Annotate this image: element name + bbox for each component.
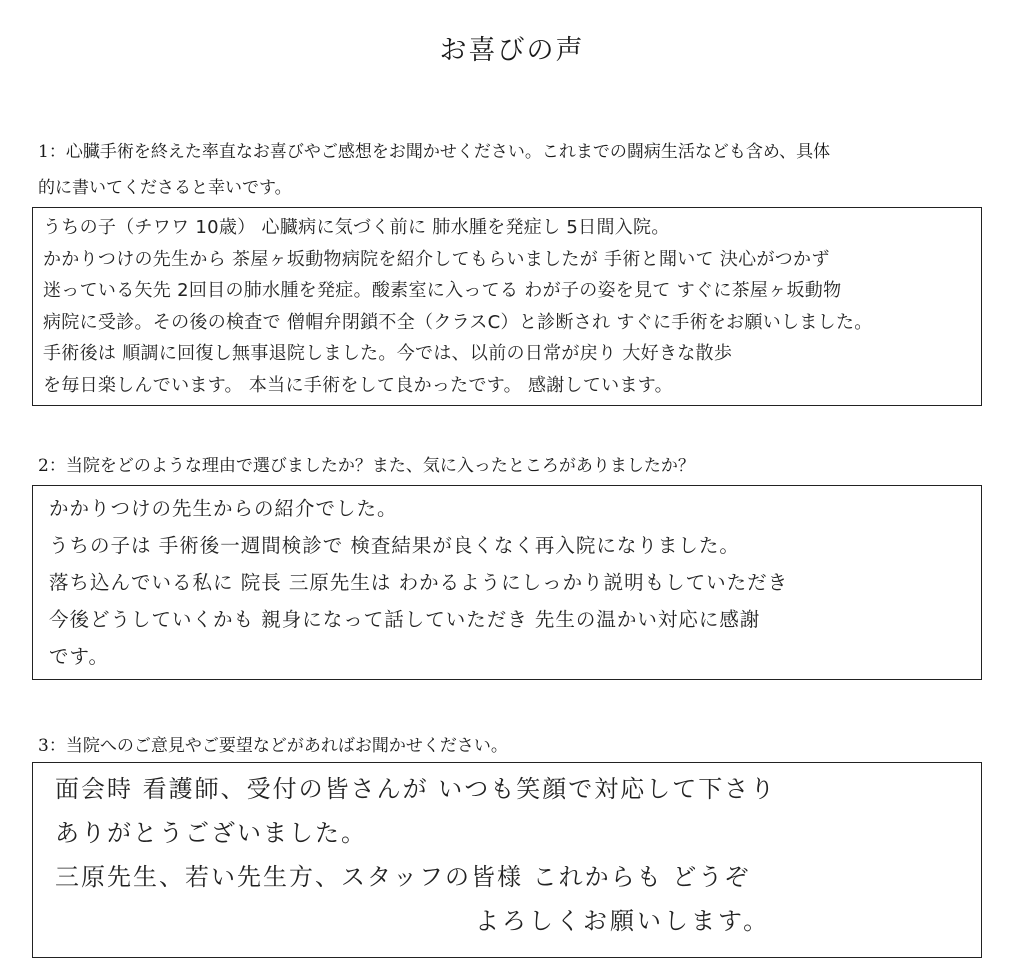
question-1-line-1: 1：心臓手術を終えた率直なお喜びやご感想をお聞かせください。これまでの闘病生活なども含め、具体	[38, 142, 831, 162]
question-1	[38, 134, 998, 206]
answer-2-line: 今後どうしていくかも 親身になって話していただき 先生の温かい対応に感謝	[49, 608, 761, 631]
answer-1-line: 病院に受診。その後の検査で 僧帽弁閉鎖不全（クラスC）と診断され すぐに手術をお願いしました。	[43, 311, 873, 333]
answer-3-line: 三原先生、若い先生方、スタッフの皆様 これからも どうぞ	[55, 863, 751, 891]
answer-2-box	[32, 485, 982, 680]
answer-1-line: 迷っている矢先 2回目の肺水腫を発症。酸素室に入ってる わが子の姿を見て すぐに茶屋ヶ坂動物	[43, 280, 842, 301]
answer-2-line: 落ち込んでいる私に 院長 三原先生は わかるようにしっかり説明もしていただき	[49, 571, 789, 594]
answer-2-line: かかりつけの先生からの紹介でした。	[49, 497, 398, 520]
answer-2-line: です。	[49, 645, 109, 668]
answer-1-line: うちの子（チワワ 10歳） 心臓病に気づく前に 肺水腫を発症し 5日間入院。	[43, 217, 670, 238]
page-title: お喜びの声	[439, 35, 585, 66]
question-3: 3：当院へのご意見やご要望などがあればお聞かせください。	[38, 736, 508, 756]
answer-3-box	[32, 762, 982, 958]
question-2: 2：当院をどのような理由で選びましたか？また、気に入ったところがありましたか？	[38, 456, 695, 476]
answer-1-line: を毎日楽しんでいます。 本当に手術をして良かったです。 感謝しています。	[43, 374, 673, 396]
answer-2-line: うちの子は 手術後一週間検診で 検査結果が良くなく再入院になりました。	[49, 534, 740, 557]
answer-3-closing: よろしくお願いします。	[475, 907, 771, 935]
answer-1-box	[32, 207, 982, 406]
question-1-line-2: 的に書いてくださると幸いです。	[38, 178, 292, 198]
answer-1-line: かかりつけの先生から 茶屋ヶ坂動物病院を紹介してもらいましたが 手術と聞いて 決心がつかず	[43, 248, 830, 270]
answer-3-line: ありがとうございました。	[55, 819, 367, 847]
answer-3-line: 面会時 看護師、受付の皆さんが いつも笑顔で対応して下さり	[55, 775, 777, 803]
answer-1-line: 手術後は 順調に回復し無事退院しました。今では、以前の日常が戻り 大好きな散歩	[43, 343, 733, 364]
